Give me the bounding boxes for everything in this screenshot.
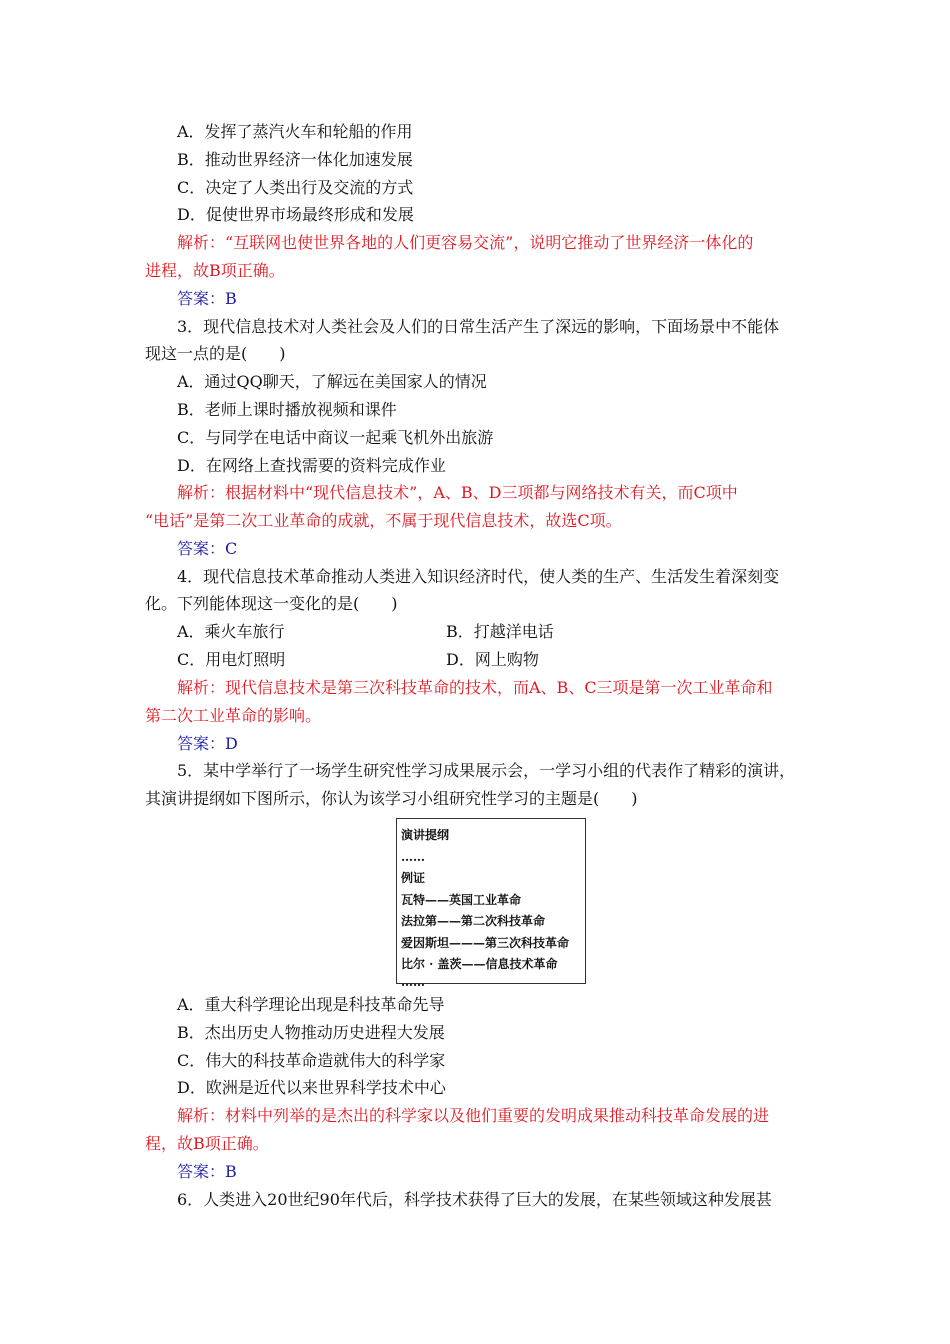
q3-answer: 答案：C bbox=[177, 539, 238, 558]
outline-item-einstein: 爱因斯坦———第三次科技革命 bbox=[401, 935, 570, 950]
q4-stem-line-2: 化。下列能体现这一变化的是( ) bbox=[145, 594, 398, 613]
q6-stem-line-1: 6．人类进入20世纪90年代后，科学技术获得了巨大的发展，在某些领域这种发展甚 bbox=[177, 1190, 772, 1209]
q5-answer: 答案：B bbox=[177, 1162, 237, 1181]
q4-answer: 答案：D bbox=[177, 734, 238, 753]
q5-option-b: B．杰出历史人物推动历史进程大发展 bbox=[177, 1023, 445, 1042]
q3-analysis-line-1: 解析：根据材料中“现代信息技术”，A、B、D三项都与网络技术有关，而C项中 bbox=[177, 483, 738, 502]
q5-analysis-line-2: 程，故B项正确。 bbox=[145, 1134, 269, 1153]
q2-answer: 答案：B bbox=[177, 289, 237, 308]
outline-ellipsis-bottom: …… bbox=[401, 974, 425, 989]
q3-option-a: A．通过QQ聊天，了解远在美国家人的情况 bbox=[177, 372, 487, 391]
q4-analysis-line-1: 解析：现代信息技术是第三次科技革命的技术，而A、B、C三项是第一次工业革命和 bbox=[177, 678, 773, 697]
q2-option-c: C．决定了人类出行及交流的方式 bbox=[177, 178, 414, 197]
q5-analysis-line-1: 解析：材料中列举的是杰出的科学家以及他们重要的发明成果推动科技革命发展的进 bbox=[177, 1106, 770, 1125]
q2-option-b: B．推动世界经济一体化加速发展 bbox=[177, 150, 413, 169]
q4-stem-line-1: 4．现代信息技术革命推动人类进入知识经济时代，使人类的生产、生活发生着深刻变 bbox=[177, 567, 780, 586]
q3-option-d: D．在网络上查找需要的资料完成作业 bbox=[177, 456, 446, 475]
q3-option-b: B．老师上课时播放视频和课件 bbox=[177, 400, 397, 419]
outline-item-faraday: 法拉第——第二次科技革命 bbox=[401, 914, 546, 928]
q5-option-a: A．重大科学理论出现是科技革命先导 bbox=[177, 995, 445, 1014]
q2-analysis-line-2: 进程，故B项正确。 bbox=[145, 261, 285, 280]
q2-option-d: D．促使世界市场最终形成和发展 bbox=[177, 205, 414, 224]
speech-outline-box bbox=[396, 818, 586, 989]
q2-option-a: A．发挥了蒸汽火车和轮船的作用 bbox=[177, 122, 413, 141]
q4-option-a: A．乘火车旅行 bbox=[177, 622, 285, 641]
q3-stem-line-1: 3．现代信息技术对人类社会及人们的日常生活产生了深远的影响，下面场景中不能体 bbox=[177, 317, 780, 336]
q3-stem-line-2: 现这一点的是( ) bbox=[145, 344, 286, 363]
q3-analysis-line-2: “电话”是第二次工业革命的成就，不属于现代信息技术，故选C项。 bbox=[145, 511, 622, 530]
outline-title: 演讲提纲 bbox=[401, 828, 450, 842]
outline-item-gates: 比尔 · 盖茨——信息技术革命 bbox=[401, 957, 558, 971]
outline-ellipsis-top: …… bbox=[401, 849, 425, 864]
outline-item-watt: 瓦特——英国工业革命 bbox=[401, 892, 522, 907]
q3-option-c: C．与同学在电话中商议一起乘飞机外出旅游 bbox=[177, 428, 494, 447]
q5-option-d: D．欧洲是近代以来世界科学技术中心 bbox=[177, 1078, 446, 1097]
q4-option-b: B．打越洋电话 bbox=[446, 622, 554, 641]
q5-option-c: C．伟大的科技革命造就伟大的科学家 bbox=[177, 1051, 446, 1070]
q5-stem-line-1: 5．某中学举行了一场学生研究性学习成果展示会，一学习小组的代表作了精彩的演讲， bbox=[177, 761, 796, 780]
q5-stem-line-2: 其演讲提纲如下图所示，你认为该学习小组研究性学习的主题是( ) bbox=[145, 789, 638, 808]
q4-option-c: C．用电灯照明 bbox=[177, 650, 286, 669]
q4-option-d: D．网上购物 bbox=[446, 650, 539, 669]
q2-analysis-line-1: 解析：“互联网也使世界各地的人们更容易交流”，说明它推动了世界经济一体化的 bbox=[177, 233, 754, 252]
q4-analysis-line-2: 第二次工业革命的影响。 bbox=[145, 706, 322, 725]
outline-examples-heading: 例证 bbox=[401, 871, 426, 885]
